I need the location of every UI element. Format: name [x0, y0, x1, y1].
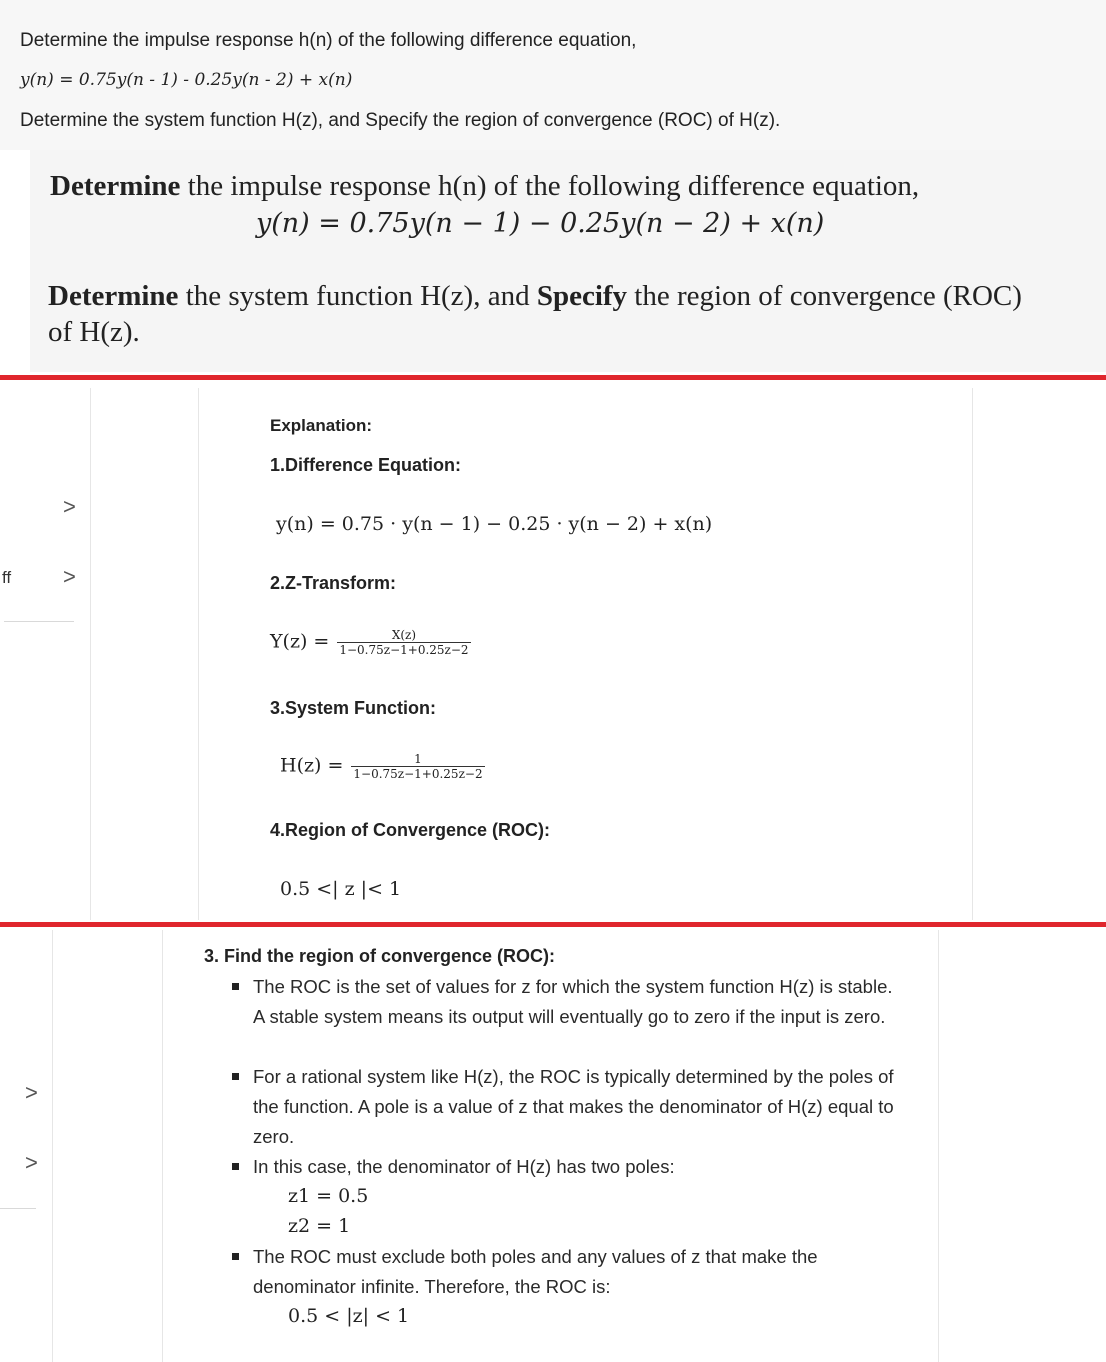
- column-divider: [198, 388, 199, 920]
- left-separator: [4, 621, 74, 622]
- bullet-icon: [232, 983, 239, 990]
- difference-equation: y(n) = 0.75 · y(n − 1) − 0.25 · y(n − 2) + x(n): [276, 513, 713, 535]
- pole-z2: z2 = 1: [288, 1215, 351, 1237]
- question-line-1: Determine the impulse response h(n) of the following difference equation,: [20, 30, 637, 51]
- rendered-equation: y(n) = 0.75y(n − 1) − 0.25y(n − 2) + x(n): [256, 208, 825, 239]
- truncated-left-text: ff: [2, 568, 12, 587]
- column-divider: [90, 388, 91, 920]
- bullet-poles-explanation: For a rational system like H(z), the ROC is typically determined by the poles of the function. A pole is a value of z that makes the denominator of H(z) equal to zero.: [253, 1066, 894, 1147]
- hz-denominator: 1−0.75z−1+0.25z−2: [353, 767, 483, 781]
- step-1-heading: 1.Difference Equation:: [270, 455, 462, 475]
- chevron-right-icon[interactable]: >: [25, 1080, 38, 1105]
- column-divider: [52, 930, 53, 1362]
- rendered-question-line-2: [48, 280, 1022, 313]
- question-block-rendered: [30, 150, 1106, 372]
- yz-fraction: [337, 628, 470, 657]
- hz-lhs: H(z) =: [280, 754, 344, 777]
- yz-lhs: Y(z) =: [270, 630, 330, 653]
- question-block-plain: [0, 0, 1106, 150]
- q2-mid: the system function H(z), and: [178, 280, 537, 312]
- bullet-roc-conclusion: The ROC must exclude both poles and any values of z that make the denominator infinite. Therefore, the ROC is:: [253, 1246, 818, 1297]
- bold-determine: Determine: [50, 170, 181, 202]
- bullet-icon: [232, 1253, 239, 1260]
- chevron-right-icon[interactable]: >: [25, 1150, 38, 1175]
- bullet-roc-definition: The ROC is the set of values for z for which the system function H(z) is stable. A stable system means its output will eventually go to zero if the input is zero.: [253, 976, 893, 1027]
- rendered-question-line-1: [50, 170, 919, 203]
- q2-rest: the region of convergence (ROC): [627, 280, 1022, 312]
- bullet-icon: [232, 1073, 239, 1080]
- step-3-heading: 3.System Function:: [270, 698, 437, 718]
- bullet-icon: [232, 1163, 239, 1170]
- chevron-right-icon[interactable]: >: [63, 494, 76, 519]
- yz-numerator: X(z): [391, 628, 417, 642]
- hz-fraction: [351, 752, 484, 781]
- column-divider: [162, 930, 163, 1362]
- red-divider-top: [0, 375, 1106, 380]
- column-divider: [938, 930, 939, 1362]
- left-separator: [0, 1208, 36, 1209]
- question-line-3: Determine the system function H(z), and Specify the region of convergence (ROC) of H(z).: [20, 110, 781, 131]
- q1-rest: the impulse response h(n) of the following difference equation,: [180, 170, 920, 202]
- step-4-heading: 4.Region of Convergence (ROC):: [270, 820, 551, 840]
- bold-specify: Specify: [536, 280, 628, 312]
- chevron-right-icon[interactable]: >: [63, 564, 76, 589]
- red-divider-bottom: [0, 922, 1106, 927]
- bold-determine-2: Determine: [48, 280, 179, 312]
- z-transform-equation: [270, 628, 471, 657]
- roc-section-heading: 3. Find the region of convergence (ROC):: [204, 946, 556, 966]
- yz-denominator: 1−0.75z−1+0.25z−2: [339, 643, 469, 657]
- roc-result: 0.5 < |z| < 1: [288, 1305, 410, 1327]
- step-2-heading: 2.Z-Transform:: [270, 573, 397, 593]
- roc-equation: 0.5 <| z |< 1: [280, 878, 402, 900]
- system-function-equation: [280, 752, 485, 781]
- rendered-question-line-3: of H(z).: [48, 316, 140, 348]
- hz-numerator: 1: [414, 752, 422, 766]
- question-equation: y(n) = 0.75y(n - 1) - 0.25y(n - 2) + x(n): [20, 70, 353, 90]
- explanation-label: Explanation:: [270, 416, 373, 435]
- bullet-two-poles: In this case, the denominator of H(z) has two poles:: [253, 1156, 675, 1177]
- pole-z1: z1 = 0.5: [288, 1185, 369, 1207]
- column-divider: [972, 388, 973, 920]
